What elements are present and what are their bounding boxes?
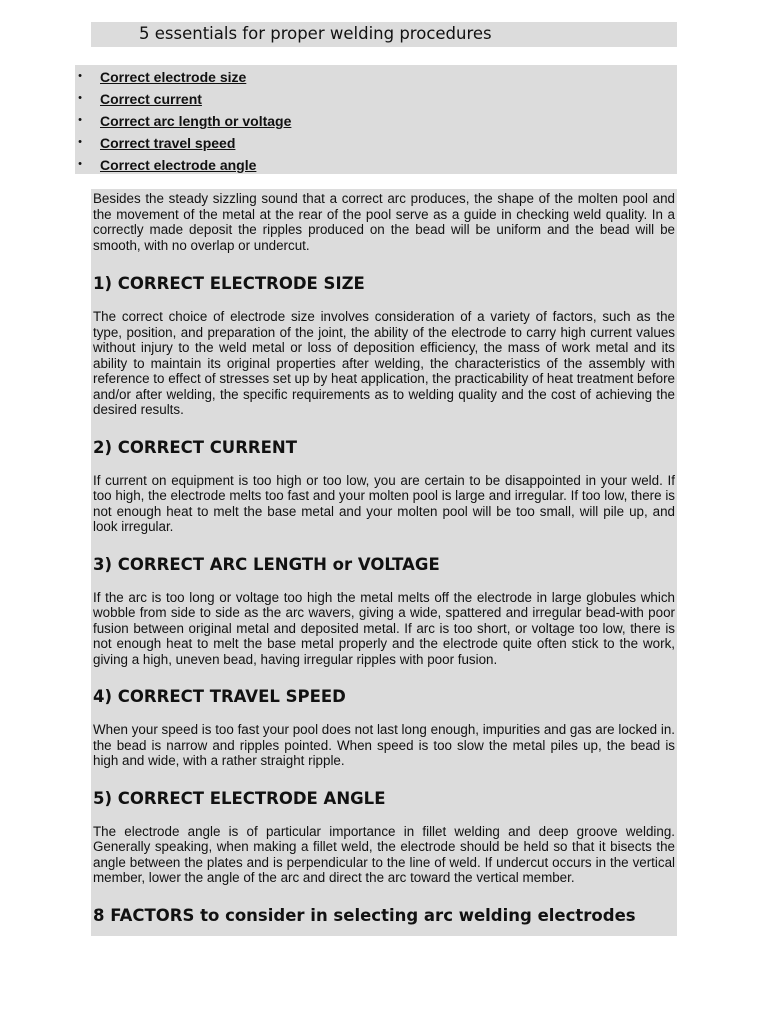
section-heading-travel-speed: 4) CORRECT TRAVEL SPEED [93,687,346,706]
section-heading-electrode-angle: 5) CORRECT ELECTRODE ANGLE [93,788,386,808]
bullet-icon: • [78,92,82,104]
section-body-electrode-size: The correct choice of electrode size involves consideration of a variety of factors, such as the type, position, and preparation of the joint, the ability of the electrode to carry high current values without injury to the weld metal or loss of deposition efficiency, the mass of work metal and its ability to maintain its original properties after welding, the characteristics of the assembly with reference to effect of stresses set up by heat application, the practicability of heat treatment before and/or after welding, the specific requirements as to welding quality and the cost of achieving the desired results. [93,309,675,417]
section-heading-current: 2) CORRECT CURRENT [93,437,297,457]
bullet-icon: • [78,158,82,170]
section-body-arc-length: If the arc is too long or voltage too high the metal melts off the electrode in large globules which wobble from side to side as the arc wavers, giving a wide, spattered and irregular bead-with poor fusion between original metal and deposited metal. If arc is too short, or voltage too low, there is not enough heat to melt the base metal properly and the electrode quite often stick to the work, giving a high, uneven bead, having irregular ripples with poor fusion. [93,589,675,667]
document-title: 5 essentials for proper welding procedures [139,24,492,43]
final-heading: 8 FACTORS to consider in selecting arc welding electrodes [93,905,636,925]
list-item [75,65,677,87]
essential-item-arc-length: Correct arc length or voltage [100,113,292,129]
list-item [75,153,677,175]
section-heading-electrode-size: 1) CORRECT ELECTRODE SIZE [93,274,365,293]
section-body-electrode-angle: The electrode angle is of particular importance in fillet welding and deep groove welding. Generally speaking, when making a fillet weld, the electrode should be held so that it bisects the angle between the plates and is perpendicular to the line of weld. If undercut occurs in the vertical member, lower the angle of the arc and direct the arc toward the vertical member. [93,823,675,885]
bullet-icon: • [78,70,82,82]
bullet-icon: • [78,114,82,126]
essentials-list [75,65,677,174]
bullet-icon: • [78,136,82,148]
list-item [75,109,677,131]
content-body [91,189,677,936]
essential-item-electrode-angle: Correct electrode angle [100,157,257,173]
intro-paragraph: Besides the steady sizzling sound that a correct arc produces, the shape of the molten pool and the movement of the metal at the rear of the pool serve as a guide in checking weld quality. In a correctly made deposit the ripples produced on the bead will be uniform and the bead will be smooth, with no overlap or undercut. [93,191,675,253]
title-bar [91,22,677,47]
section-body-current: If current on equipment is too high or too low, you are certain to be disappointed in your weld. If too high, the electrode melts too fast and your molten pool is large and irregular. If too low, there is not enough heat to melt the base metal and your molten pool will be too small, will pile up, and look irregular. [93,472,675,534]
section-heading-arc-length: 3) CORRECT ARC LENGTH or VOLTAGE [93,554,440,574]
essential-item-electrode-size: Correct electrode size [100,69,247,85]
essential-item-current: Correct current [100,91,202,107]
list-item [75,131,677,153]
list-item [75,87,677,109]
essential-item-travel-speed: Correct travel speed [100,135,236,151]
section-body-travel-speed: When your speed is too fast your pool does not last long enough, impurities and gas are locked in. the bead is narrow and ripples pointed. When speed is too slow the metal piles up, the bead is high and wide, with a rather straight ripple. [93,722,675,768]
